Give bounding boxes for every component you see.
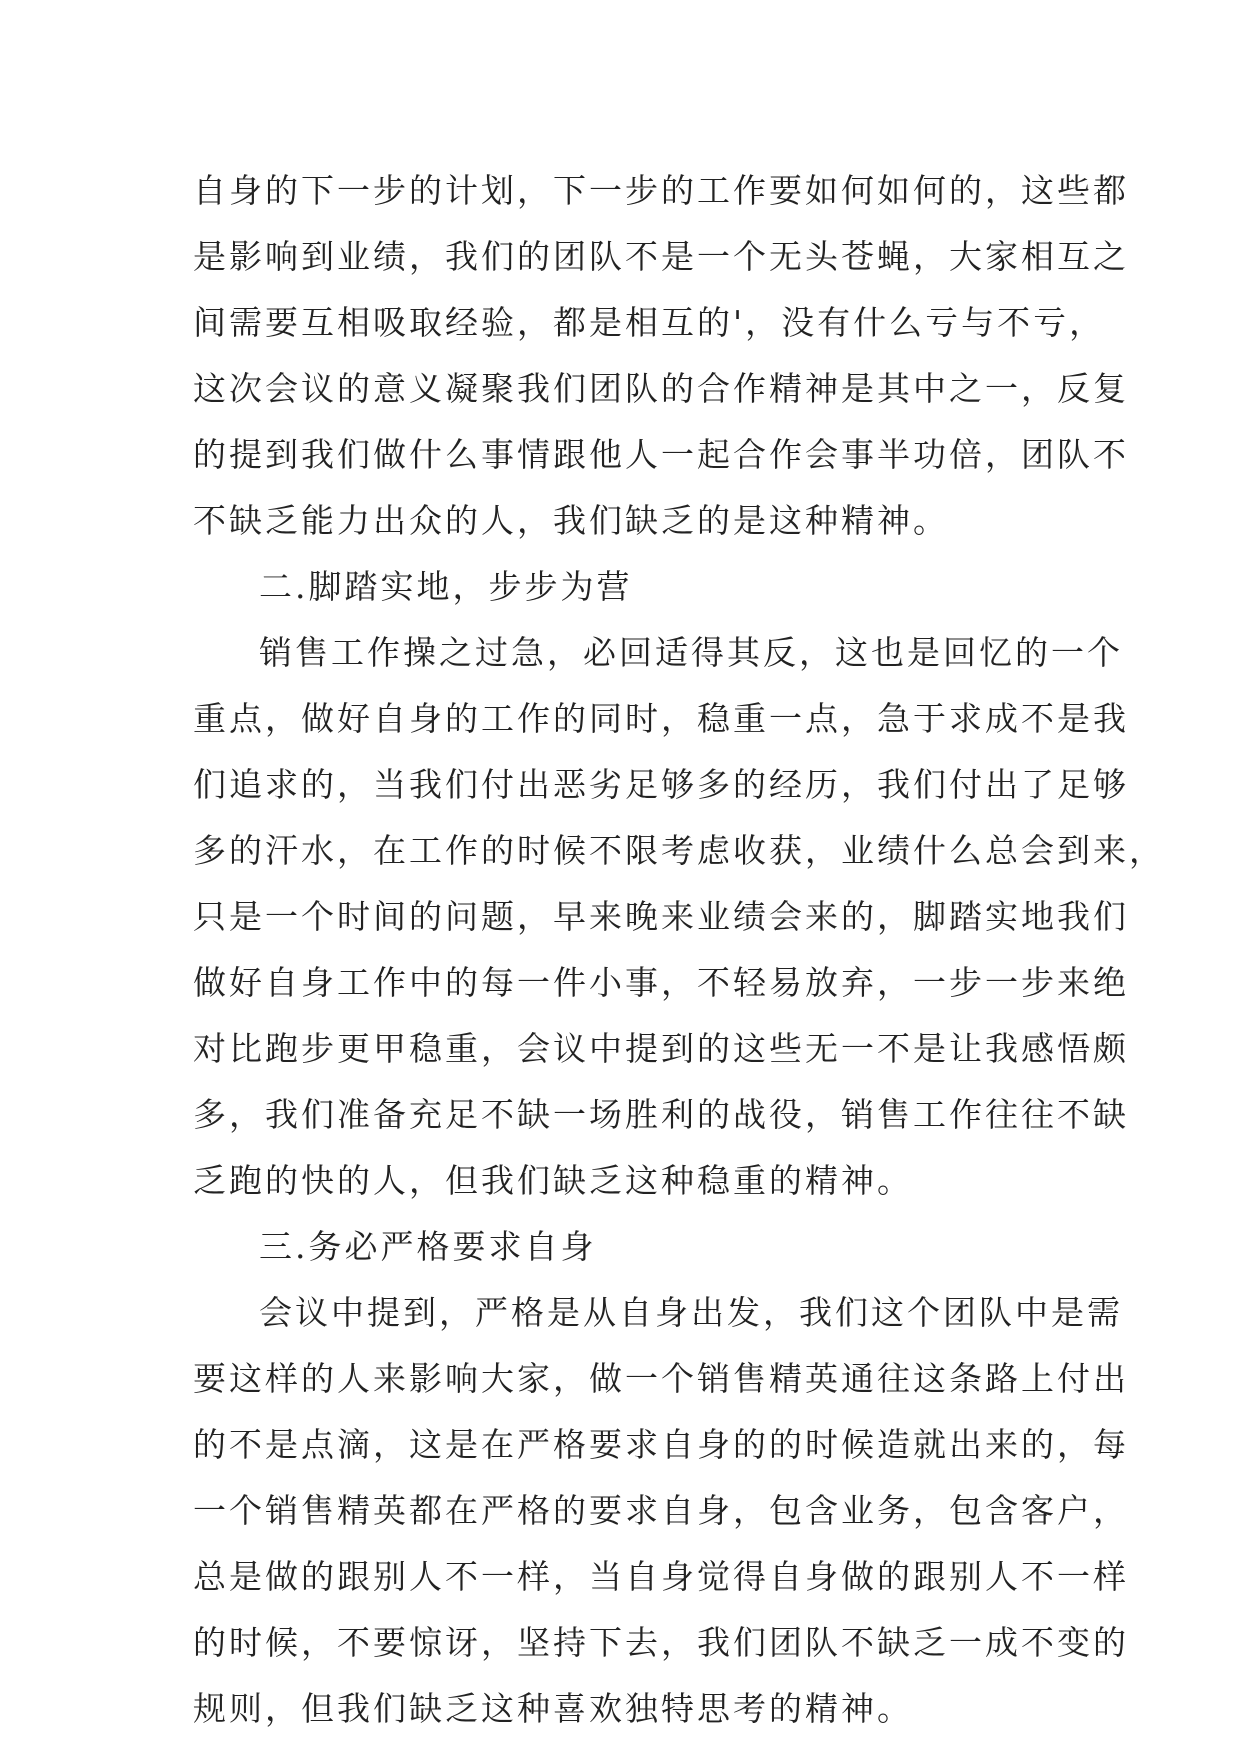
paragraph-line: 自身的下一步的计划，下一步的工作要如何如何的，这些都 bbox=[193, 171, 1129, 210]
paragraph-line: 这次会议的意义凝聚我们团队的合作精神是其中之一，反复 bbox=[193, 369, 1129, 408]
section-heading: 二.脚踏实地，步步为营 bbox=[259, 567, 633, 606]
paragraph-line: 乏跑的快的人，但我们缺乏这种稳重的精神。 bbox=[193, 1161, 913, 1200]
paragraph-line: 不缺乏能力出众的人，我们缺乏的是这种精神。 bbox=[193, 501, 949, 540]
paragraph-line: 的不是点滴，这是在严格要求自身的的时候造就出来的，每 bbox=[193, 1425, 1129, 1464]
paragraph-line: 间需要互相吸取经验，都是相互的'，没有什么亏与不亏， bbox=[193, 303, 1106, 342]
paragraph-line: 重点，做好自身的工作的同时，稳重一点，急于求成不是我 bbox=[193, 699, 1129, 738]
paragraph-line: 的时候，不要惊讶，坚持下去，我们团队不缺乏一成不变的 bbox=[193, 1623, 1129, 1662]
paragraph-line: 对比跑步更甲稳重，会议中提到的这些无一不是让我感悟颇 bbox=[193, 1029, 1129, 1068]
paragraph-line: 规则，但我们缺乏这种喜欢独特思考的精神。 bbox=[193, 1689, 913, 1728]
paragraph-line: 做好自身工作中的每一件小事，不轻易放弃，一步一步来绝 bbox=[193, 963, 1129, 1002]
paragraph-line: 的提到我们做什么事情跟他人一起合作会事半功倍，团队不 bbox=[193, 435, 1129, 474]
paragraph-line: 多，我们准备充足不缺一场胜利的战役，销售工作往往不缺 bbox=[193, 1095, 1129, 1134]
section-heading: 三.务必严格要求自身 bbox=[259, 1227, 597, 1266]
paragraph-line: 们追求的，当我们付出恶劣足够多的经历，我们付出了足够 bbox=[193, 765, 1129, 804]
document-body bbox=[193, 158, 1165, 1742]
paragraph-line: 多的汗水，在工作的时候不限考虑收获，业绩什么总会到来， bbox=[193, 831, 1165, 870]
paragraph-line: 只是一个时间的问题，早来晚来业绩会来的，脚踏实地我们 bbox=[193, 897, 1129, 936]
paragraph-line: 是影响到业绩，我们的团队不是一个无头苍蝇，大家相互之 bbox=[193, 237, 1129, 276]
paragraph-line: 总是做的跟别人不一样，当自身觉得自身做的跟别人不一样 bbox=[193, 1557, 1129, 1596]
paragraph-line: 一个销售精英都在严格的要求自身，包含业务，包含客户， bbox=[193, 1491, 1129, 1530]
paragraph-line: 要这样的人来影响大家，做一个销售精英通往这条路上付出 bbox=[193, 1359, 1129, 1398]
paragraph-line: 销售工作操之过急，必回适得其反，这也是回忆的一个 bbox=[259, 633, 1123, 672]
paragraph-line: 会议中提到，严格是从自身出发，我们这个团队中是需 bbox=[259, 1293, 1123, 1332]
